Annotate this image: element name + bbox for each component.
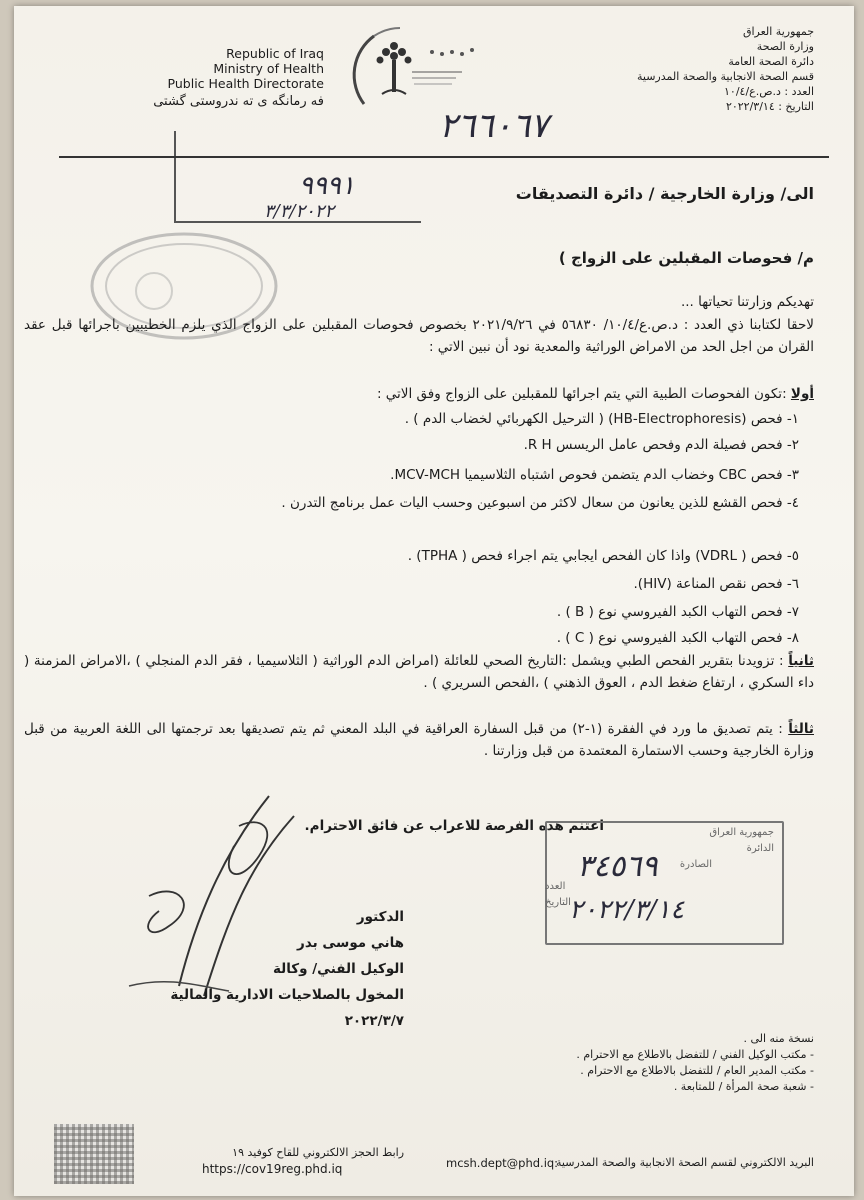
ministry-logo [334, 24, 504, 114]
signature-title: الدكتور [356, 909, 404, 925]
email-link[interactable]: mcsh.dept@phd.iq: [446, 1156, 559, 1170]
letter-greeting: تهديكم وزارتنا تحياتها ... [680, 294, 814, 310]
handwritten-margin-date: ٣/٣/٢٠٢٢ [264, 201, 335, 222]
list-item: ٤- فحص القشع للذين يعانون من سعال لاكثر من اسبوعين وحسب اليات عمل برنامج التدرن . [281, 495, 799, 511]
stamp-side-label: العدد [545, 881, 566, 892]
section-third [24, 718, 814, 762]
header-ar-country: جمهورية العراق [742, 25, 814, 38]
exam-list [29, 408, 799, 653]
english-header [134, 46, 324, 91]
copy-item: - مكتب المدير العام / للتفضل بالاطلاع مع الاحترام . [580, 1064, 814, 1077]
section-first-label: أولا [790, 386, 814, 402]
kurdish-header: فه رمانگه ی ته ندروستی گشتی [153, 94, 324, 109]
list-item: ٧- فحص التهاب الكبد الفيروسي نوع ( B ) . [556, 604, 799, 620]
header-directorate: Public Health Directorate [167, 76, 324, 91]
section-first [24, 383, 814, 405]
list-item: ٨- فحص التهاب الكبد الفيروسي نوع ( C ) . [556, 630, 799, 646]
recipient-line: الى/ وزارة الخارجية / دائرة التصديقات [515, 184, 814, 203]
arabic-header [554, 24, 814, 114]
signature-date: ٢٠٢٢/٣/٧ [344, 1013, 404, 1029]
handwritten-margin-number: ٩٩٩١ [299, 171, 355, 201]
date-label: التاريخ : [778, 100, 814, 113]
list-item: ٥- فحص ( VDRL) واذا كان الفحص ايجابي يتم اجراء فحص ( TPHA) . [407, 548, 799, 564]
section-second [24, 650, 814, 694]
reference-label: العدد : [784, 85, 814, 98]
header-ar-ministry: وزارة الصحة [756, 40, 814, 53]
section-third-text: : يتم تصديق ما ورد في الفقرة (١-٢) من قبل السفارة العراقية في البلد المعني ثم يتم تصديقها بعد ترجمتها الى اللغة العربية من قبل وزارة الخارجية وحسب الاستمارة المعتمدة من قبل وزارتنا . [24, 721, 814, 759]
header-country: Republic of Iraq [226, 46, 324, 61]
stamp-line: جمهورية العراق [709, 827, 774, 838]
stamp-line: الصادرة [679, 859, 712, 870]
outgoing-stamp [545, 821, 784, 945]
list-item: ٣- فحص CBC وخضاب الدم يتضمن فحوص اشتباه الثلاسيميا MCV-MCH. [390, 467, 799, 483]
email-label: البريد الالكتروني لقسم الصحة الانجابية والصحة المدرسية [556, 1156, 814, 1169]
signature-position: الوكيل الفني/ وكالة [272, 961, 404, 977]
header-ar-directorate: دائرة الصحة العامة [728, 55, 814, 68]
signature-authority: المخول بالصلاحيات الادارية والمالية [170, 987, 404, 1003]
copies-heading: نسخة منه الى . [743, 1032, 814, 1045]
list-item: ٦- فحص نقص المناعة (HIV). [633, 576, 799, 592]
stamp-date: ٢٠٢٢/٣/١٤ [569, 895, 685, 925]
header-divider [59, 156, 829, 159]
section-second-text: : تزويدنا بتقرير الفحص الطبي ويشمل :التاريخ الصحي للعائلة (امراض الدم الوراثية ( الثلاسيميا ، فقر الدم المنجلي ) ،الامراض المزمنة ( داء السكري ، ارتفاع ضغط الدم ، العوق الذهني ) ،الفحص السريري ) . [24, 653, 814, 691]
list-item: ١- فحص (HB-Electrophoresis) ( الترحيل الكهربائي لخضاب الدم ) . [404, 411, 799, 427]
letter-page [14, 6, 854, 1196]
signature-name: هاني موسى بدر [297, 935, 404, 951]
copy-item: - مكتب الوكيل الفني / للتفضل بالاطلاع مع الاحترام . [576, 1048, 814, 1061]
date-line [554, 99, 814, 114]
booking-label: رابط الحجز الالكتروني للقاح كوفيد ١٩ [232, 1146, 404, 1159]
closing-line: اغتنم هذه الفرصة للاعراب عن فائق الاحترام. [304, 818, 604, 834]
stamp-side-label-2: التاريخ [545, 897, 571, 908]
stamp-line: الدائرة [746, 843, 774, 854]
header-ar-section: قسم الصحة الانجابية والصحة المدرسية [637, 70, 814, 83]
list-item: ٢- فحص فصيلة الدم وفحص عامل الريسس R H. [523, 437, 799, 453]
copy-item: - شعبة صحة المرأة / للمتابعة . [673, 1080, 814, 1093]
copies-block [354, 1031, 814, 1095]
signature-block [104, 904, 404, 1034]
reference-number: د.ص.ع/١٠/٤ [724, 85, 781, 98]
handwritten-incoming-number: ٢٦٦٠٦٧ [439, 106, 549, 146]
section-second-label: ثانياً [788, 653, 814, 669]
section-first-text: :تكون الفحوصات الطبية التي يتم اجرائها للمقبلين على الزواج وفق الاتي : [376, 386, 787, 402]
letter-intro: لاحقا لكتابنا ذي العدد : د.ص.ع/١٠/٤/ ٥٦٨٣٠ في ٢٠٢١/٩/٢٦ بخصوص فحوصات المقبلين على الزواج الذي يلزم الخطيبين باجرائها قبل عقد القران من اجل الحد من الامراض الوراثية والمعدية نود أن نبين الاتي : [24, 317, 814, 355]
header-ministry: Ministry of Health [213, 61, 324, 76]
qr-code-icon[interactable] [54, 1124, 134, 1184]
booking-url-link[interactable]: https://cov19reg.phd.iq [202, 1162, 343, 1176]
palm-tree-logo-icon [334, 24, 504, 114]
subject-line: م/ فحوصات المقبلين على الزواج ) [558, 249, 814, 267]
reference-line [554, 84, 814, 99]
date-value: ٢٠٢٢/٣/١٤ [725, 100, 775, 113]
stamp-number: ٣٤٥٦٩ [577, 849, 658, 884]
section-third-label: ثالثاً [788, 721, 814, 737]
